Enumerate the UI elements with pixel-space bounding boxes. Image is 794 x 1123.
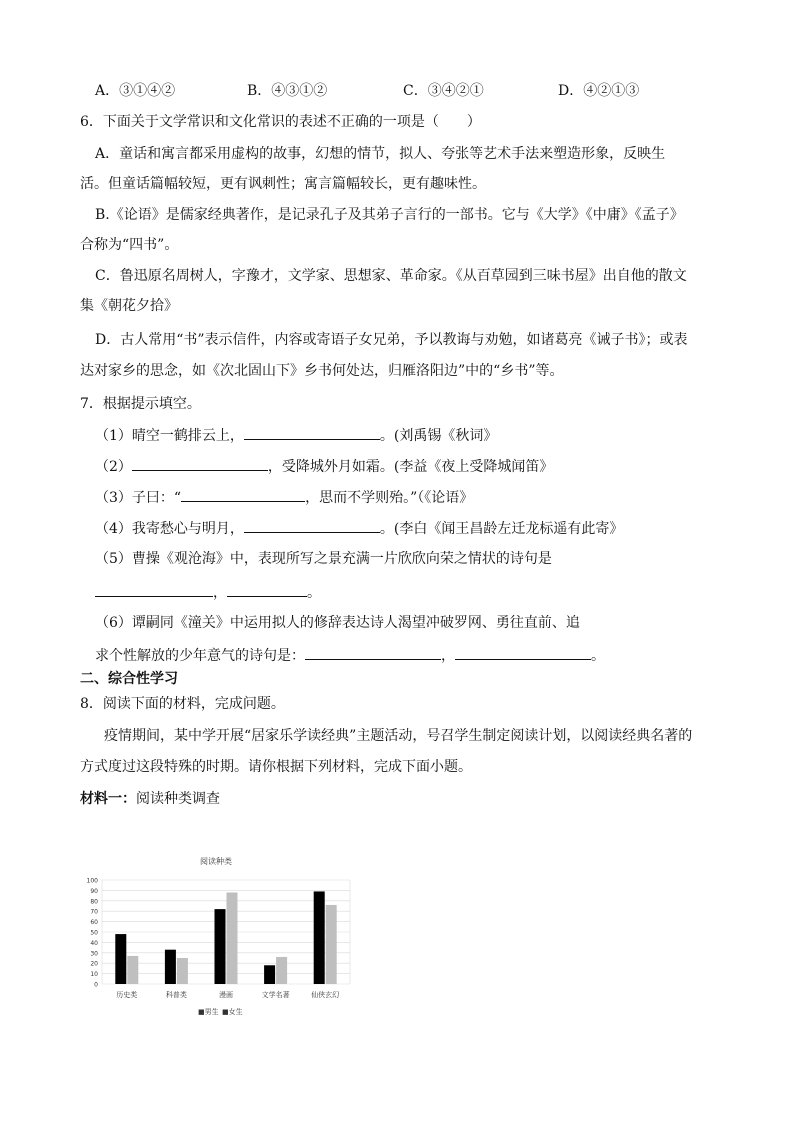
y-tick-label: 20 — [90, 960, 98, 968]
q8-paragraph-line2: 方式度过这段特殊的时期。请你根据下列材料，完成下面小题。 — [80, 759, 472, 775]
y-tick-label: 60 — [90, 919, 98, 927]
q7-item-6-text: 求个性解放的少年意气的诗句是： — [95, 648, 305, 664]
q7-item-6-blank-1[interactable] — [305, 645, 441, 660]
q7-item-3-text: （3）子曰：“ — [95, 490, 182, 506]
q7-item-5-end: 。 — [307, 585, 321, 601]
q6-option-d-line2: 达对家乡的思念，如《次北固山下》乡书何处达，归雁洛阳边”中的“乡书”等。 — [80, 363, 564, 379]
q7-item-6-answer — [95, 645, 605, 666]
y-tick-label: 90 — [90, 887, 98, 895]
q7-item-5-sep: ， — [213, 585, 227, 601]
legend-item-female: ■女生 — [222, 1008, 243, 1016]
q6-option-a-line1: A．童话和寓言都采用虚构的故事，幻想的情节，拟人、夸张等艺术手法来塑造形象，反映生 — [95, 146, 666, 162]
q5-option-c: C．③④②① — [403, 83, 484, 99]
q7-item-6-blank-2[interactable] — [455, 645, 591, 660]
x-tick-label: 科普类 — [165, 991, 187, 999]
q7-item-5-answer — [95, 582, 321, 603]
q7-stem: 7．根据提示填空。 — [80, 396, 201, 412]
q7-item-2-blank[interactable] — [132, 456, 268, 471]
q8-stem: 8．阅读下面的材料，完成问题。 — [80, 696, 285, 712]
q7-item-3-rest: ，思而不学则殆。”（《论语》 — [305, 490, 474, 506]
q5-option-b: B．④③①② — [247, 83, 328, 99]
q6-option-a-line2: 活。但童话篇幅较短，更有讽刺性；寓言篇幅较长，更有趣味性。 — [80, 176, 486, 192]
bar-男生-漫画 — [215, 909, 226, 984]
q8-paragraph-line1: 疫情期间，某中学开展“居家乐学读经典”主题活动，号召学生制定阅读计划，以阅读经典名著的 — [104, 728, 693, 744]
q7-item-6-sep: ， — [441, 648, 455, 664]
y-tick-label: 40 — [90, 939, 98, 947]
bar-女生-历史类 — [127, 956, 138, 984]
bar-女生-科普类 — [177, 958, 188, 984]
q7-item-1-blank[interactable] — [244, 425, 380, 440]
q7-item-3 — [95, 487, 473, 508]
q7-item-6-end: 。 — [591, 648, 605, 664]
x-tick-label: 文学名著 — [261, 991, 290, 999]
q7-item-2-text: ，受降城外月如霜。(李益《夜上受降城闻笛》 — [267, 459, 554, 475]
q6-option-b-line1: B.《论语》是儒家经典著作，是记录孔子及其弟子言行的一部书。它与《大学》《中庸》《孟子》 — [95, 207, 684, 223]
x-tick-label: 仙侠玄幻 — [311, 991, 340, 999]
q7-item-3-blank[interactable] — [181, 487, 305, 502]
bar-男生-文学名著 — [264, 965, 275, 984]
q7-item-5-blank-1[interactable] — [95, 582, 213, 597]
y-tick-label: 70 — [90, 908, 98, 916]
section-heading: 二、综合性学习 — [80, 671, 178, 687]
bar-女生-仙侠玄幻 — [326, 905, 337, 984]
q6-option-c-line1: C．鲁迅原名周树人，字豫才，文学家、思想家、革命家。《从百草园到三味书屋》出自他的散文 — [95, 268, 687, 284]
q7-item-6: （6）谭嗣同《潼关》中运用拟人的修辞表达诗人渴望冲破罗网、勇往直前、追 — [95, 615, 580, 631]
q7-item-4 — [95, 518, 623, 539]
y-tick-label: 30 — [90, 950, 98, 958]
x-tick-label: 漫画 — [219, 991, 233, 999]
q7-item-1-source: 。(刘禹锡《秋词》 — [379, 428, 498, 444]
q7-item-1 — [95, 425, 497, 446]
bar-男生-历史类 — [115, 934, 126, 984]
bar-女生-漫画 — [227, 892, 238, 984]
q7-item-1-text: （1）晴空一鹤排云上， — [95, 428, 244, 444]
q6-option-b-line2: 合称为“四书”。 — [80, 237, 179, 253]
q6-option-d-line1: D．古人常用“书”表示信件，内容或寄语子女兄弟，予以教诲与劝勉，如诸葛亮《诫子书》；或表 — [95, 332, 688, 348]
bar-女生-文学名著 — [276, 957, 287, 984]
y-tick-label: 80 — [90, 898, 98, 906]
q6-stem: 6．下面关于文学常识和文化常识的表述不正确的一项是（ ） — [80, 114, 481, 130]
chart-title: 阅读种类 — [200, 857, 232, 866]
material-one-title: 阅读种类调查 — [136, 791, 220, 807]
material-one-label: 材料一： — [80, 791, 136, 807]
y-tick-label: 0 — [94, 981, 98, 989]
reading-category-bar-chart — [80, 850, 360, 1025]
bar-男生-科普类 — [165, 950, 176, 984]
y-tick-label: 50 — [90, 929, 98, 937]
q7-item-4-blank[interactable] — [244, 518, 380, 533]
q7-item-2-num: （2） — [95, 459, 132, 475]
q7-item-4-text: （4）我寄愁心与明月， — [95, 521, 244, 537]
q7-item-5-blank-2[interactable] — [227, 582, 307, 597]
q7-item-2 — [95, 456, 553, 477]
q7-item-5: （5）曹操《观沧海》中，表现所写之景充满一片欣欣向荣之情状的诗句是 — [95, 551, 552, 567]
material-one — [80, 789, 220, 809]
q6-option-c-line2: 集《朝花夕拾》 — [80, 298, 178, 314]
q7-item-4-source: 。(李白《闻王昌龄左迁龙标遥有此寄》 — [379, 521, 624, 537]
y-tick-label: 100 — [86, 877, 98, 885]
x-tick-label: 历史类 — [116, 991, 138, 999]
q5-option-d: D．④②①③ — [558, 83, 640, 99]
bar-男生-仙侠玄幻 — [314, 891, 325, 984]
q5-option-a: A．③①④② — [95, 83, 176, 99]
legend-item-male: ■男生 — [198, 1008, 219, 1016]
y-tick-label: 10 — [90, 971, 98, 979]
